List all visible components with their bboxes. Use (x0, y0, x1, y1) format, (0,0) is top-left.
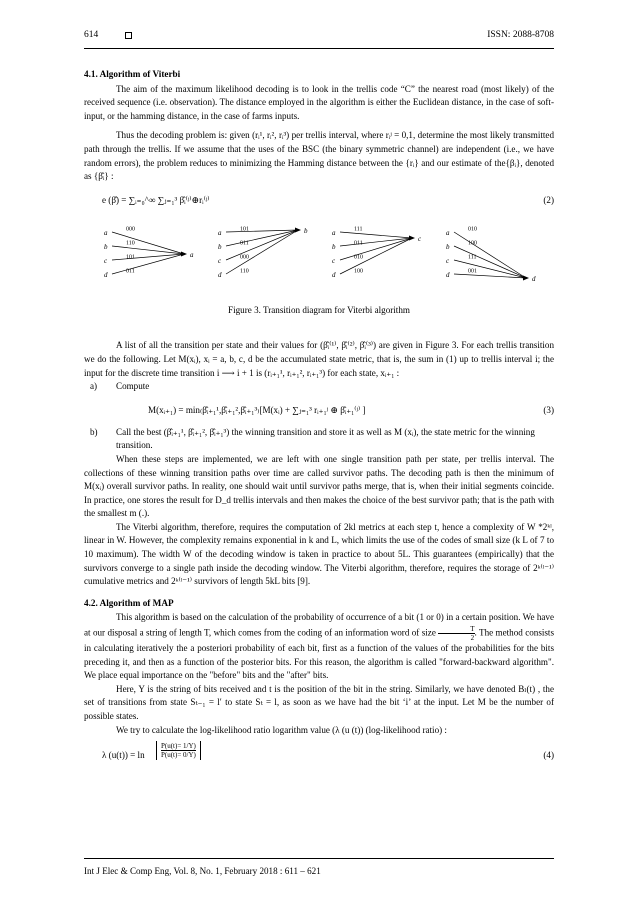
paragraph (84, 611, 554, 682)
fraction-denominator: P(u(t)= 0/Y) (161, 751, 196, 760)
paragraph: Thus the decoding problem is: given (rᵢ¹, rᵢ², rᵢ³) per trellis interval, where rᵢʲ = 0,1, determine the most likely transmitted path through the trellis. If we assume that the uses of the BSC (the binary symmetric channel) are independent (i.e., we have random errors), the problem reduces to minimizing the Hamming distance between the {rᵢ} and our estimate of the{βᵢ}, denoted as {β̂ᵢ} : (84, 130, 554, 182)
header-square-icon (125, 32, 132, 39)
transition-branch (112, 246, 184, 254)
fraction-numerator: T (438, 625, 474, 634)
source-state-label: b (104, 242, 108, 251)
list-text: Call the best (β̂ᵢ₊₁¹, β̂ᵢ₊₁², β̂ᵢ₊₁³) the winning transition and store it as well as M (xᵢ), the state metric for the winning transition. (116, 426, 535, 451)
issn: ISSN: 2088-8708 (487, 30, 554, 40)
source-state-label: c (446, 256, 450, 265)
running-header (84, 30, 554, 44)
branch-label: 011 (240, 240, 249, 247)
branch-label: 000 (126, 226, 135, 233)
transition-branch (454, 246, 526, 278)
list-label: a) (90, 381, 98, 392)
source-state-label: d (218, 270, 222, 279)
equation-body: λ (u(t)) = ln (102, 750, 145, 761)
running-footer: Int J Elec & Comp Eng, Vol. 8, No. 1, February 2018 : 611 – 621 (84, 866, 321, 876)
branch-label: 011 (354, 240, 363, 247)
source-state-label: a (446, 228, 450, 237)
source-state-label: d (104, 270, 108, 279)
section-heading-viterbi: 4.1. Algorithm of Viterbi (84, 69, 181, 79)
figure-caption: Figure 3. Transition diagram for Viterbi algorithm (228, 304, 410, 315)
equation-number: (4) (543, 750, 554, 761)
paragraph: We try to calculate the log-likelihood ratio logarithm value (λ (u (t)) (log-likelihood ratio) : (116, 724, 447, 735)
arrow-head (181, 251, 187, 256)
branch-label: 110 (126, 240, 135, 247)
branch-label: 000 (240, 254, 249, 261)
destination-state-label: a (190, 250, 194, 259)
list-item-a (84, 380, 554, 394)
source-state-label: a (332, 228, 336, 237)
transition-branch (226, 230, 298, 274)
source-state-label: d (446, 270, 450, 279)
list-label: b) (90, 426, 98, 437)
source-state-label: d (332, 270, 336, 279)
equation-body: M(xᵢ₊₁) = min₍β̂ᵢ₊₁¹,β̂ᵢ₊₁²,β̂ᵢ₊₁³₎[M(xᵢ) + ∑ⱼ₌₁³ rᵢ₊₁ʲ ⊕ β̂ᵢ₊₁⁽ʲ⁾ ] (148, 404, 366, 415)
equation-number: (3) (543, 404, 554, 415)
source-state-label: b (332, 242, 336, 251)
article-body (84, 68, 554, 773)
paragraph-part: This algorithm is based on the calculation of the probability of occurrence of a bit (1 or 0) in a certain position. We have at our disposal a string of length T, which comes from the coding of an information word of size (84, 612, 554, 638)
source-state-label: c (218, 256, 222, 265)
arrow-head (523, 275, 529, 280)
transition-branch (226, 230, 298, 260)
figure-transition-diagram (84, 216, 554, 300)
paragraph: Here, Y is the string of bits received and t is the position of the bit in the string. Similarly, we have denoted Bₗ(t) , the set of transitions from state Sₜ₋₁ = l′ to state Sₜ = l, as soon as we have had the bit ‘i’ at the input. Let M be the number of possible states. (84, 683, 554, 721)
branch-label: 110 (240, 268, 249, 275)
footer-rule (84, 858, 554, 859)
fraction-numerator: P(u(t)= 1/Y) (161, 742, 196, 751)
equation-3 (84, 397, 554, 423)
equation-body: e (β̂) = ∑ᵢ₌₀^∞ ∑ⱼ₌₁³ β̂ᵢ⁽ʲ⁾⊕rᵢ⁽ʲ⁾ (102, 194, 210, 205)
branch-label: 011 (126, 268, 135, 275)
arrow-head (409, 235, 415, 240)
branch-label: 111 (468, 254, 477, 261)
fraction-t-over-2 (438, 625, 474, 642)
equation-2 (84, 187, 554, 213)
trellis-diagram (84, 216, 554, 300)
section-heading-map: 4.2. Algorithm of MAP (84, 597, 174, 608)
source-state-label: b (218, 242, 222, 251)
transition-branch (340, 238, 412, 274)
transition-branch (454, 232, 526, 278)
paragraph: When these steps are implemented, we are left with one single transition path per state, per trellis interval. The collections of these winning transition paths over time are called survivor paths. The decoding path is then the minimum of M(xᵢ) overall survivor paths. In reality, one should wait until survivor paths merge, that is, when their initial segments coincide. In practice, one stores the result for D_d trellis intervals and then makes the choice of the best survivor path; that is the path with the smallest m (.). (84, 453, 554, 519)
arrow-head (295, 227, 301, 232)
transition-branch (226, 230, 298, 246)
destination-state-label: c (418, 234, 422, 243)
list-text: Compute (116, 381, 150, 392)
transition-branch (340, 238, 412, 260)
branch-label: 101 (126, 254, 135, 261)
paragraph: The Viterbi algorithm, therefore, requires the computation of 2kl metrics at each step t, hence a complexity of W *2ᵏˡ, linear in W. However, the complexity remains exponential in k and L, which limits the use of the codes of small size (k L of 7 to 10 maximum). The width W of the decoding window is taken in practice to about 5L. This guarantees (empirically) that the survivors converge to a single path inside the decoding window. The Viterbi algorithm, therefore, requires the storage of 2ᵏ⁽ˡ⁻¹⁾ cumulative metrics and 2ᵏ⁽ˡ⁻¹⁾ survivors of length 5kL bits [9]. (84, 521, 554, 587)
equation-4 (84, 740, 554, 770)
equation-number: (2) (543, 194, 554, 205)
branch-label: 100 (468, 240, 477, 247)
transition-branch (340, 232, 412, 238)
transition-branch (454, 274, 526, 278)
branch-label: 100 (354, 268, 363, 275)
branch-label: 010 (468, 226, 477, 233)
branch-label: 001 (468, 268, 477, 275)
source-state-label: c (332, 256, 336, 265)
source-state-label: c (104, 256, 108, 265)
source-state-label: a (218, 228, 222, 237)
transition-branch (112, 232, 184, 254)
list-item-b (84, 426, 554, 453)
source-state-label: a (104, 228, 108, 237)
branch-label: 111 (354, 226, 363, 233)
paragraph-part: . The method consists in calculating iteratively the a posteriori probability of each bit, first as a function of the values of the probabilities for the bits preceding it, and then as a function of the posterior bits. For this reason, the algorithm is called "forward-backward algorithm". We place equal importance on the "before" bits and the "after" bits. (84, 627, 554, 681)
destination-state-label: d (532, 274, 536, 283)
fraction-denominator: 2 (470, 634, 475, 643)
header-rule (84, 48, 554, 49)
branch-label: 010 (354, 254, 363, 261)
branch-label: 101 (240, 226, 249, 233)
transition-branch (340, 238, 412, 246)
page-number: 614 (84, 30, 99, 40)
likelihood-fraction (161, 742, 196, 759)
transition-branch (454, 260, 526, 278)
transition-branch (226, 230, 298, 232)
source-state-label: b (446, 242, 450, 251)
destination-state-label: b (304, 226, 308, 235)
bracketed-fraction (156, 741, 201, 760)
paragraph: A list of all the transition per state and their values for (β̂ᵢ⁽¹⁾, β̂ᵢ⁽²⁾, β̂ᵢ⁽³⁾) are given in Figure 3. For each trellis transition we do the following. Let M(xᵢ), xᵢ = a, b, c, d be the accumulated state metric, that is, the sum in (1) up to trellis interval i; the input for the discrete time transition i ⟶ i + 1 is (rᵢ₊₁¹, rᵢ₊₁², rᵢ₊₁³) for each state, xᵢ₊₁ : (84, 340, 554, 378)
paragraph: The aim of the maximum likelihood decoding is to look in the trellis code “C” the nearest road (most likely) of the received sequence (i.e. observation). The distance employed in the algorithm is either the Euclidean distance, in the case of soft-input, or the hamming distance, in the case of farms inputs. (84, 83, 554, 121)
